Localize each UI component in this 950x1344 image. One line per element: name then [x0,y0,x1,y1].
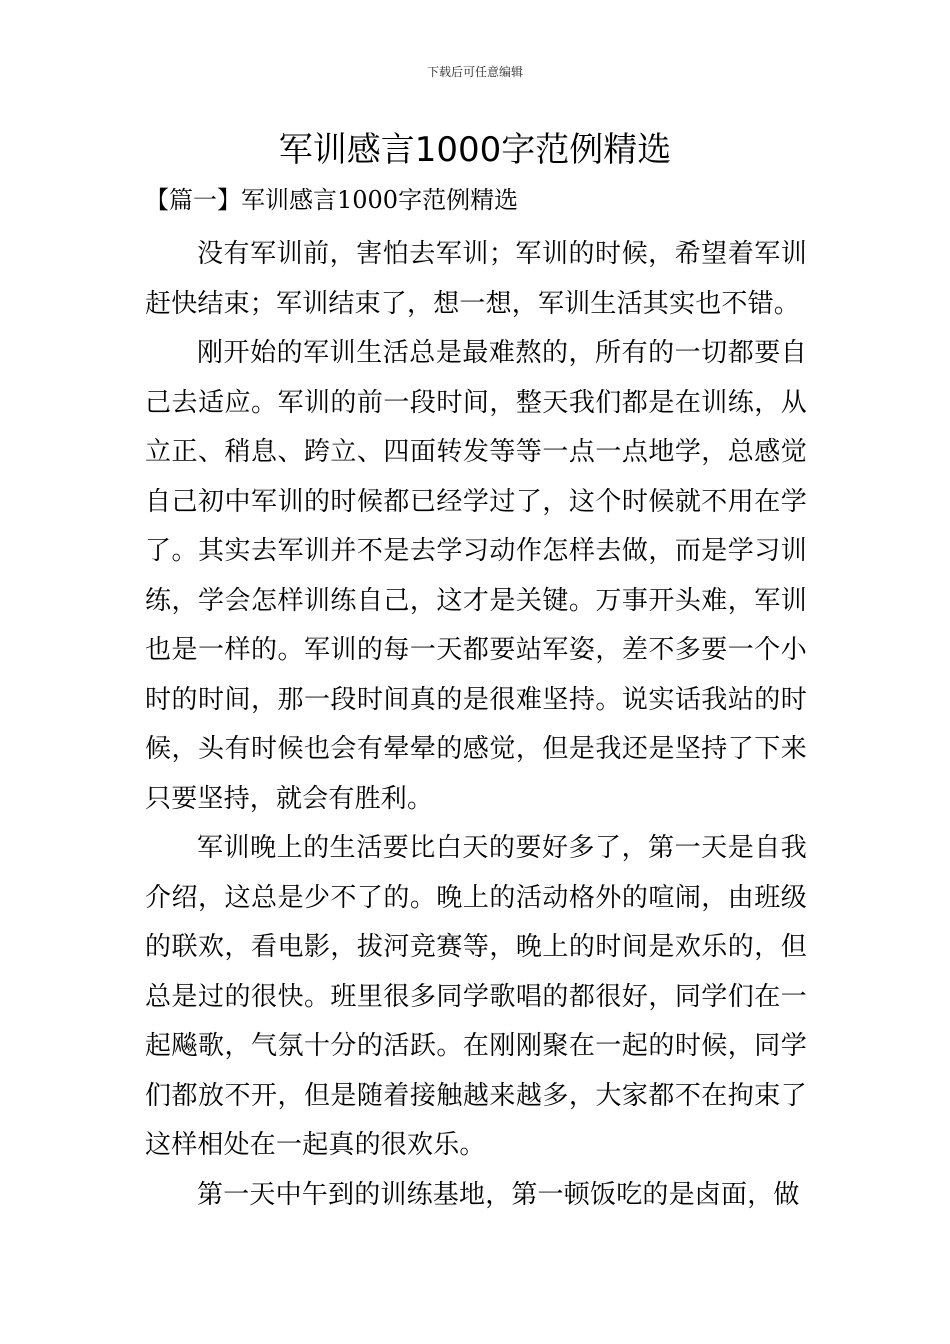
paragraph: 军训晚上的生活要比白天的要好多了，第一天是自我介绍，这总是少不了的。晚上的活动格外的喧闹，由班级的联欢，看电影，拔河竞赛等，晚上的时间是欢乐的，但总是过的很快。班里很多同学歌唱的都很好，同学们在一起飚歌，气氛十分的活跃。在刚刚聚在一起的时候，同学们都放不开，但是随着接触越来越多，大家都不在拘束了这样相处在一起真的很欢乐。 [145,833,807,1160]
body-text [145,230,807,1220]
section-heading: 【篇一】军训感言1000字范例精选 [145,186,519,214]
document-title: 军训感言1000字范例精选 [278,130,672,170]
header-note: 下载后可任意编辑 [426,65,523,79]
paragraph: 没有军训前，害怕去军训；军训的时候，希望着军训赶快结束；军训结束了，想一想，军训生活其实也不错。 [145,239,807,319]
paragraph: 刚开始的军训生活总是最难熬的，所有的一切都要自己去适应。军训的前一段时间，整天我们都是在训练，从立正、稍息、跨立、四面转发等等一点一点地学，总感觉自己初中军训的时候都已经学过了，这个时候就不用在学了。其实去军训并不是去学习动作怎样去做，而是学习训练，学会怎样训练自己，这才是关键。万事开头难，军训也是一样的。军训的每一天都要站军姿，差不多要一个小时的时间，那一段时间真的是很难坚持。说实话我站的时候，头有时候也会有晕晕的感觉，但是我还是坚持了下来只要坚持，就会有胜利。 [145,338,807,814]
paragraph: 第一天中午到的训练基地，第一顿饭吃的是卤面，做 [197,1179,800,1210]
